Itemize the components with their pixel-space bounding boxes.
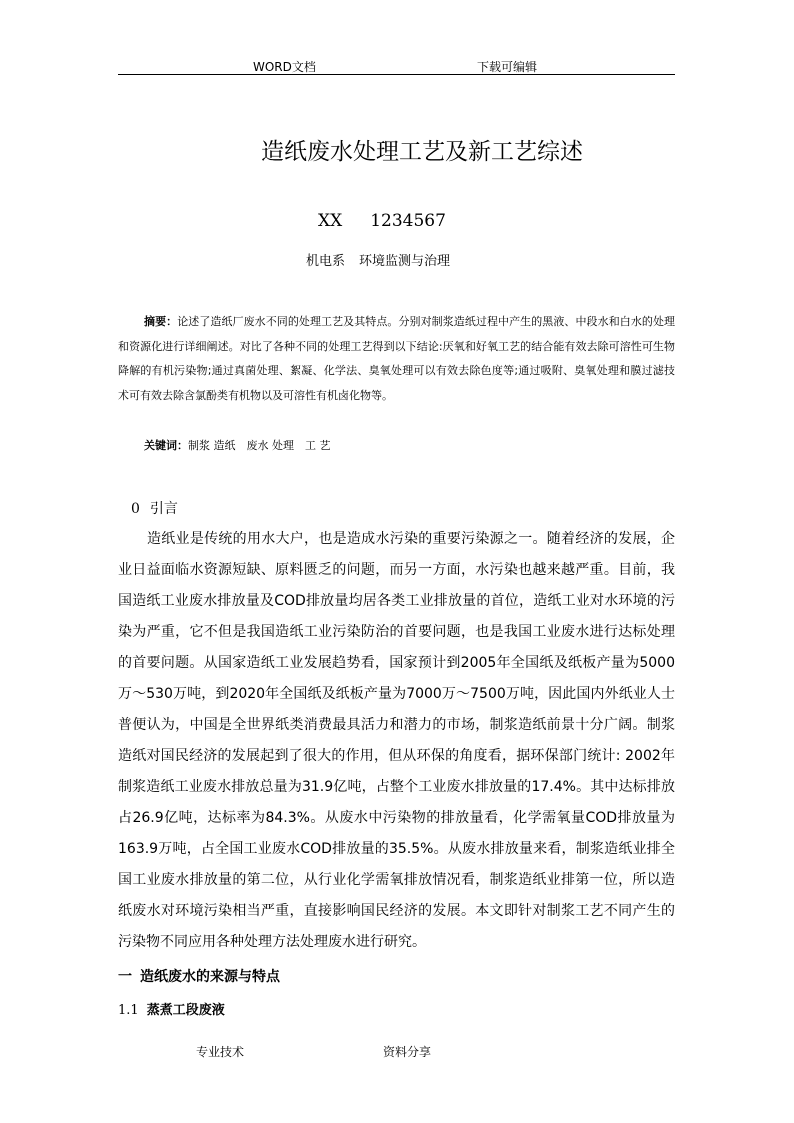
department: 机电系 [306,254,346,269]
section-heading-intro [131,498,178,518]
header-left-text: WORD文档 [253,60,316,74]
affiliation-line [306,250,464,269]
subsection-number: 1.1 [118,1003,139,1018]
abstract-label: 摘要： [144,315,178,328]
subsection-heading-1-1 [118,999,225,1018]
abstract-text: 论述了造纸厂废水不同的处理工艺及其特点。分别对制浆造纸过程中产生的黑液、中段水和白水的处理和资源化进行详细阐述。对比了各种不同的处理工艺得到以下结论:厌氧和好氧工艺的结合能有效去除可溶性可生物降解的有机污染物;通过真菌处理、絮凝、化学法、臭氧处理可以有效去除色度等;通过吸附、臭氧处理和膜过滤技术可有效去除含氯酚类有机物以及可溶性有机卤化物等。 [118,315,676,402]
author-id: 1234567 [370,211,446,231]
author-name: XX [318,211,343,231]
footer-right-text: 资料分享 [383,1045,432,1059]
section-title: 引言 [149,501,178,517]
keywords-text: 制浆 造纸 废水 处理 工 艺 [188,439,331,452]
author-line [318,211,474,231]
intro-body [118,524,675,958]
subsection-title: 蒸煮工段废液 [146,1003,225,1018]
footer-left-text: 专业技术 [196,1045,245,1059]
intro-paragraph: 造纸业是传统的用水大户，也是造成水污染的重要污染源之一。随着经济的发展，企业日益面临水资源短缺、原料匮乏的问题，而另一方面，水污染也越来越严重。目前，我国造纸工业废水排放量及COD排放量均居各类工业排放量的首位，造纸工业对水环境的污染为严重，它不但是我国造纸工业污染防治的首要问题，也是我国工业废水进行达标处理的首要问题。从国家造纸工业发展趋势看，国家预计到2005年全国纸及纸板产量为5000万～530万吨，到2020年全国纸及纸板产量为7000万～7500万吨，因此国内外纸业人士普便认为，中国是全世界纸类消费最具活力和潜力的市场，制浆造纸前景十分广阔。制浆造纸对国民经济的发展起到了很大的作用，但从环保的角度看，据环保部门统计: 2002年制浆造纸工业废水排放总量为31.9亿吨，占整个工业废水排放量的17.4%。其中达标排放占26.9亿吨，达标率为84.3%。从废水中污染物的排放量看，化学需氧量COD排放量为163.9万吨，占全国工业废水COD排放量的35.5%。从废水排放量来看，制浆造纸业排全国工业废水排放量的第二位，从行业化学需氧排放情况看，制浆造纸业排第一位，所以造纸废水对环境污染相当严重，直接影响国民经济的发展。本文即针对制浆工艺不同产生的污染物不同应用各种处理方法处理废水进行研究。 [118,531,675,950]
section-heading-1 [118,966,280,986]
header-right-text: 下载可编辑 [477,60,538,74]
section-number: 0 [131,501,140,517]
keywords [144,437,331,453]
header-divider [118,74,675,75]
major: 环境监测与治理 [359,254,451,269]
page-title: 造纸废水处理工艺及新工艺综述 [261,139,583,165]
keywords-label: 关键词： [144,439,188,452]
abstract [118,310,675,408]
section-number: 一 [118,969,132,985]
section-title: 造纸废水的来源与特点 [140,969,280,985]
